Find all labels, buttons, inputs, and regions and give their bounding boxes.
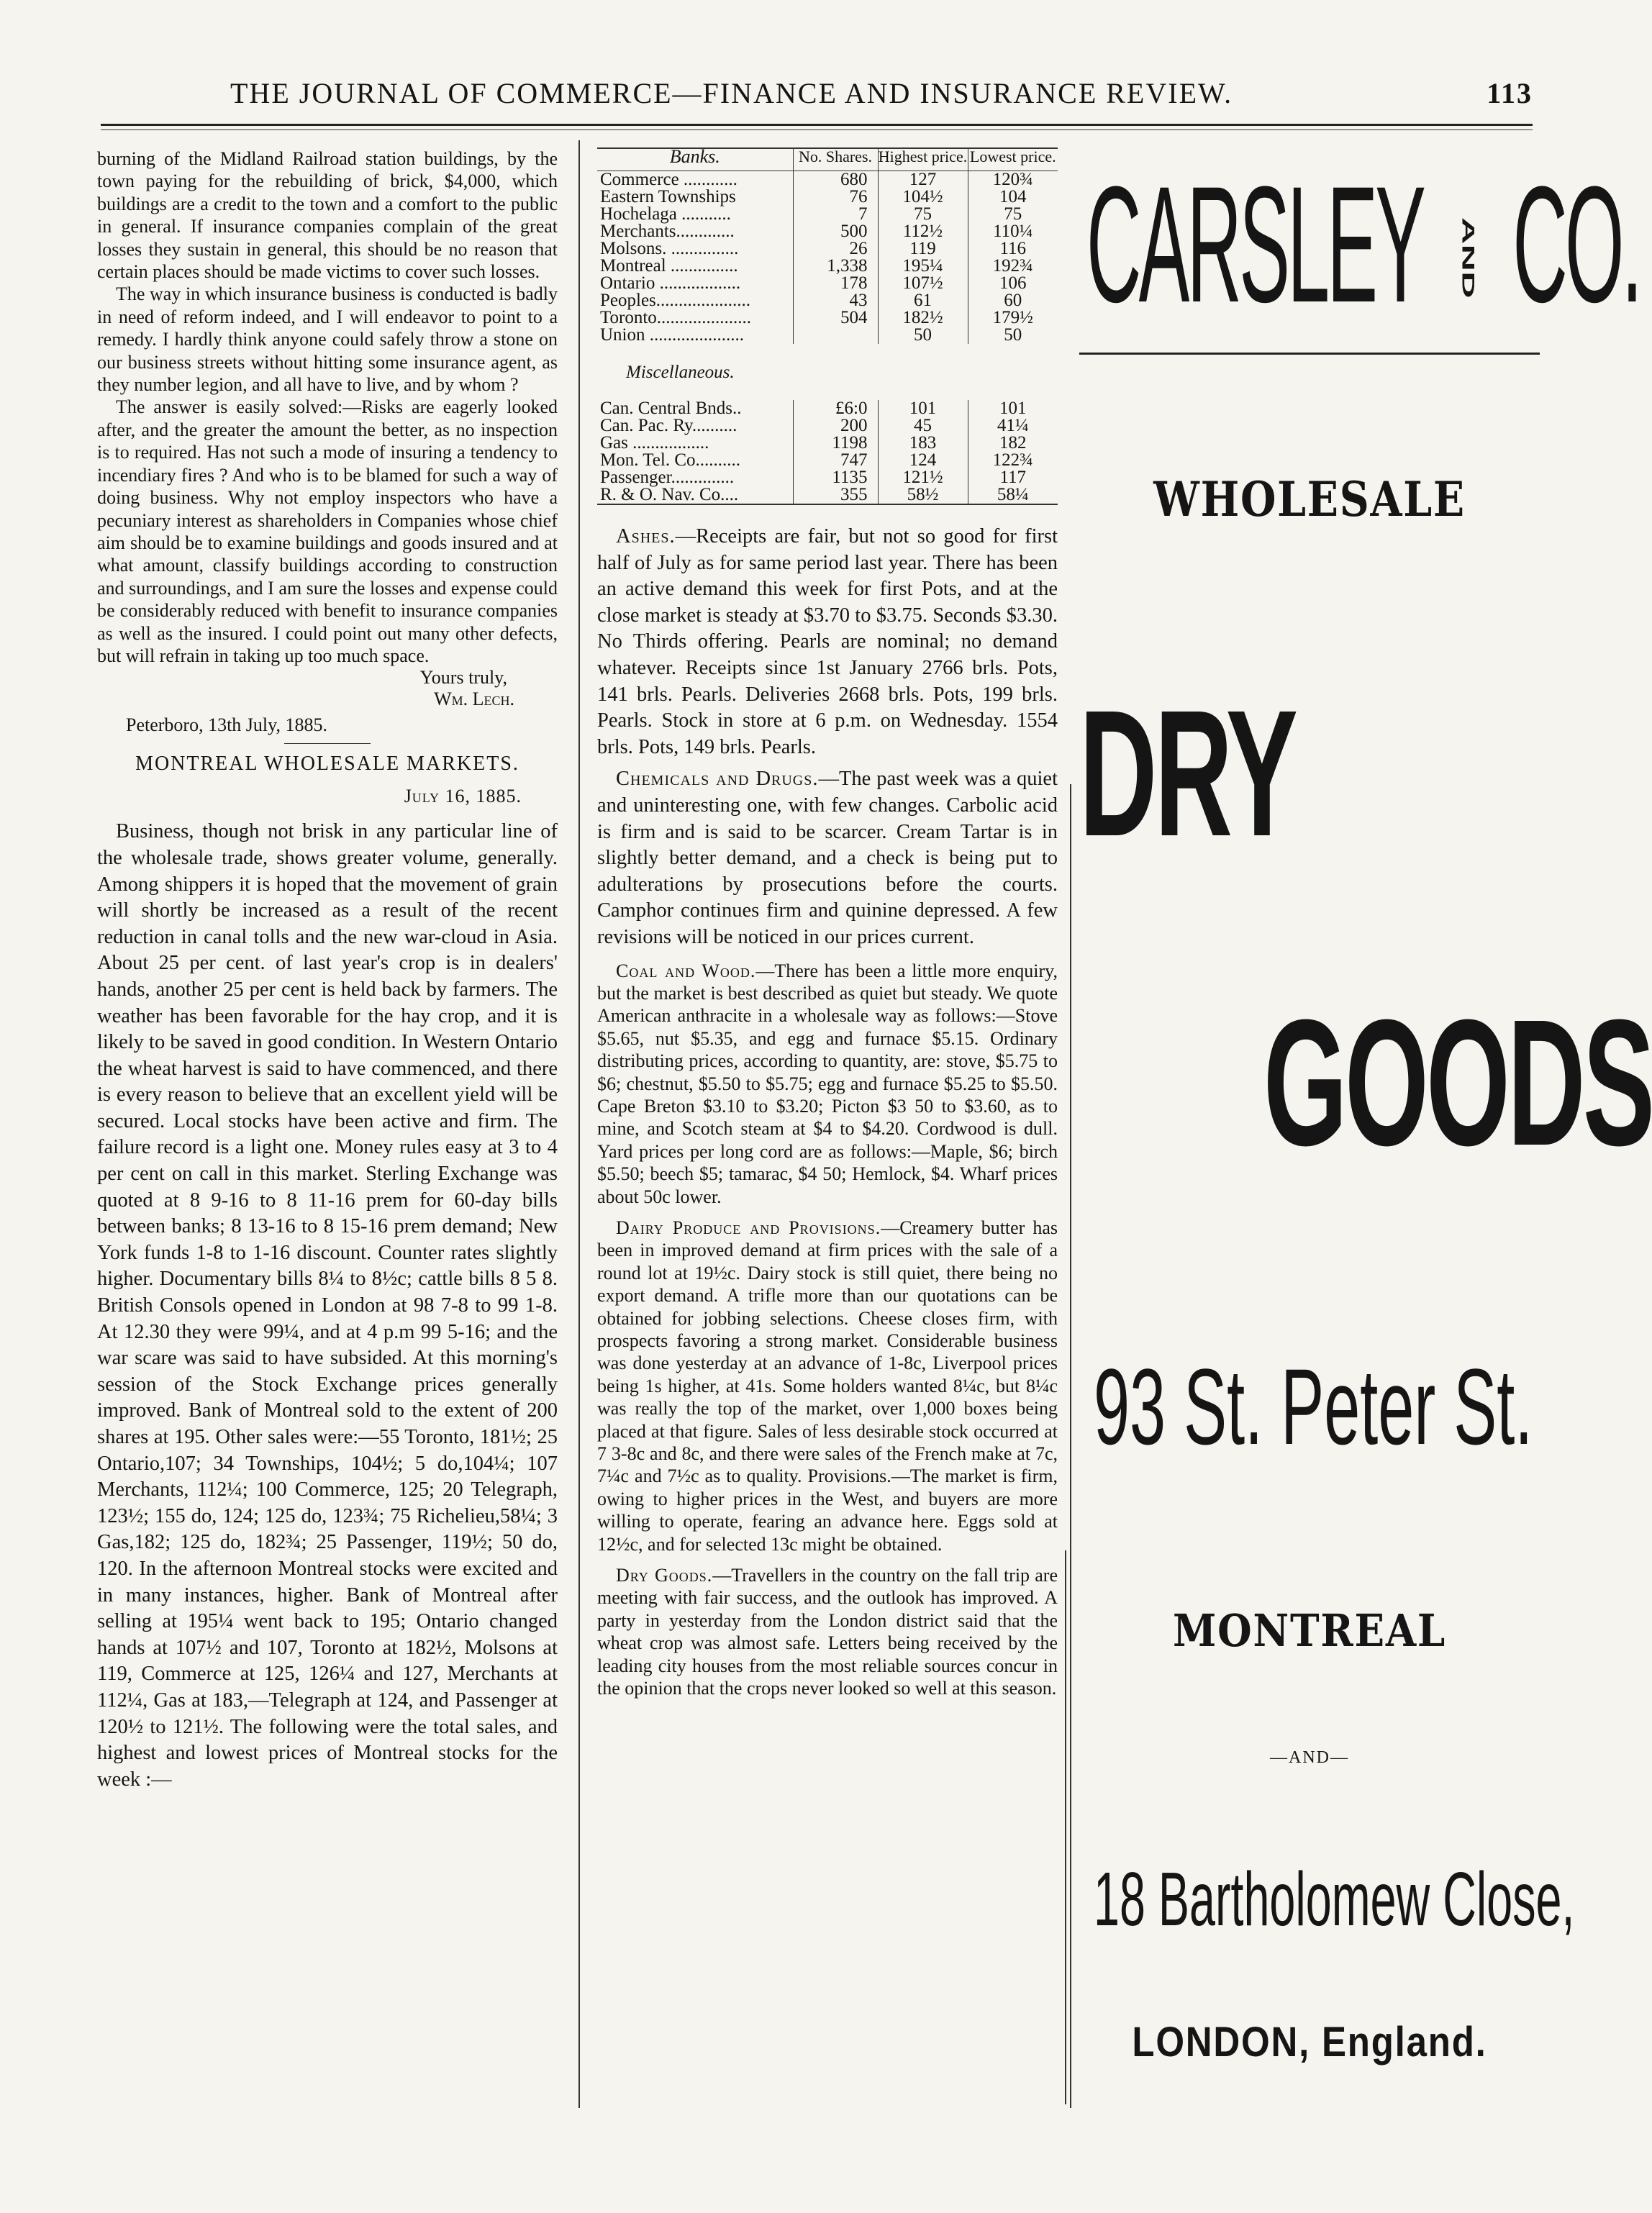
stock-high: 182½	[878, 309, 968, 327]
stock-low: 110¼	[993, 222, 1033, 241]
stock-name: R. & O. Nav. Co....	[597, 486, 793, 504]
stock-row	[597, 188, 1058, 206]
stock-shares: 7	[793, 206, 878, 223]
header-rule	[101, 124, 1533, 126]
market-report-paragraph: Business, though not brisk in any particular line of the wholesale trade, shows greater volume, generally. Among shippers it is hoped that the movement of grain will shortly be increased as a result of the recent reduction in canal tolls and the new war-cloud in Asia. About 25 per cent. of last year's crop is in dealers' hands, another 25 per cent is held back by farmers. The weather has been favorable for the hay crop, and it is likely to be saved in good condition. In Western Ontario the wheat harvest is said to have commenced, and there is every reason to believe that an excellent yield will be secured. Local stocks have been active and firm. The failure record is a light one. Money rules easy at 3 to 4 per cent on call in this market. Sterling Exchange was quoted at 8 9-16 to 8 11-16 prem for 60-day bills between banks; 8 13-16 to 8 15-16 prem demand; New York funds 1-8 to 1-16 discount. Counter rates slightly higher. Documentary bills 8¼ to 8½c; cattle bills 8 5 8. British Consols opened in London at 98 7-8 to 99 1-8. At 12.30 they were 99¼, and at 4 p.m 99 5-16; and the war scare was said to have subsided. At this morning's session of the Stock Exchange prices generally improved. Bank of Montreal sold to the extent of 200 shares at 195. Other sales were:—55 Toronto, 181½; 25 Ontario,107; 34 Townships, 104½; 5 do,104¼; 107 Merchants, 112¼; 100 Commerce, 125; 20 Telegraph, 123½; 155 do, 124; 125 do, 123¾; 75 Richelieu,58¼; 3 Gas,182; 125 do, 182¾; 25 Passenger, 119½; 50 do, 120. In the afternoon Montreal stocks were excited and in many instances, higher. Bank of Montreal after selling at 195¼ went back to 195; Ontario changed hands at 107½ and 107, Toronto at 182½, Molsons at 119, Commerce at 125, 126¼ and 127, Merchants at 112¼, Gas at 183,—Telegraph at 124, and Passenger at 120½ to 121½. The following were the total sales, and highest and lowest prices of Montreal stocks for the week :—	[97, 820, 558, 1791]
header-shares: No. Shares.	[793, 148, 878, 171]
stock-shares: £6:0	[793, 400, 878, 417]
stock-high: 58½	[878, 486, 968, 504]
stock-low: 182	[999, 433, 1027, 453]
stock-shares: 747	[793, 452, 878, 469]
section-divider	[284, 743, 371, 744]
page-number: 113	[1487, 77, 1533, 109]
stock-low: 41¼	[997, 416, 1029, 435]
stock-shares: 680	[793, 171, 878, 189]
column-2	[597, 147, 1058, 1700]
stock-name: Eastern Townships	[597, 188, 793, 206]
stock-name: Gas .................	[597, 435, 793, 452]
stock-row	[597, 258, 1058, 275]
stock-shares: 504	[793, 309, 878, 327]
misc-label: Miscellaneous.	[626, 363, 735, 382]
stock-low: 116	[999, 239, 1027, 258]
ad-rule	[1079, 353, 1540, 355]
stock-row	[597, 206, 1058, 223]
ad-left-rule	[1065, 1550, 1066, 2104]
stock-high: 127	[878, 171, 968, 189]
section-dateline: July 16, 1885.	[404, 786, 522, 807]
stock-row	[597, 435, 1058, 452]
stock-high: 75	[878, 206, 968, 223]
stock-row	[597, 417, 1058, 435]
stock-low: 117	[999, 468, 1027, 487]
stock-shares: 43	[793, 292, 878, 309]
column-rule-2	[1070, 784, 1071, 2108]
stock-high: 121½	[878, 469, 968, 486]
dairy-paragraph	[597, 1217, 1058, 1555]
stock-low: 179½	[992, 308, 1033, 327]
letter-paragraph: The way in which insurance business is conducted is badly in need of reform indeed, and I will endeavor to point to a remedy. I hardly think anyone could safely throw a stone on our business streets without hitting some insurance agent, as they number legion, and all have to live, and by whom ?	[97, 283, 558, 396]
coal-lead: Coal and Wood.	[616, 960, 756, 981]
stock-name: Commerce ............	[597, 171, 793, 189]
stock-low: 192¾	[992, 256, 1033, 276]
header-banks: Banks.	[597, 148, 793, 171]
chemicals-paragraph	[597, 766, 1058, 950]
stock-name: Mon. Tel. Co..........	[597, 452, 793, 469]
column-1	[97, 147, 558, 1793]
stock-low: 50	[1004, 325, 1022, 345]
letter-paragraph: burning of the Midland Railroad station buildings, by the town paying for the rebuilding of brick, $4,000, which buildings are a credit to the town and a comfort to the public in general. If insurance companies complain of the great losses they sustain in general, this should be no reason that certain places should be made victims to cover such losses.	[97, 148, 558, 283]
ad-dry: DRY	[1079, 673, 1296, 873]
dry-goods-lead: Dry Goods.	[616, 1565, 713, 1586]
journal-title: THE JOURNAL OF COMMERCE—FINANCE AND INSURANCE REVIEW.	[230, 77, 1233, 109]
ashes-paragraph	[597, 524, 1058, 760]
misc-label-row-group	[597, 344, 1058, 400]
ad-firm-and: AND	[1458, 217, 1478, 299]
ad-goods: GOODS	[1263, 982, 1652, 1183]
header-lowest: Lowest price.	[968, 148, 1058, 171]
stock-high: 124	[878, 452, 968, 469]
stock-name: Toronto.....................	[597, 309, 793, 327]
carsley-advertisement	[1079, 147, 1652, 2104]
ad-address-london: 18 Bartholomew Close,	[1094, 1857, 1575, 1942]
stock-shares: 200	[793, 417, 878, 435]
stock-low: 101	[999, 399, 1027, 418]
stock-shares: 1198	[793, 435, 878, 452]
stock-row	[597, 452, 1058, 469]
stock-row	[597, 292, 1058, 309]
stock-row	[597, 240, 1058, 258]
signoff-closing: Yours truly,	[419, 667, 507, 689]
dairy-lead: Dairy Produce and Provisions.	[616, 1217, 881, 1238]
stock-shares: 500	[793, 223, 878, 240]
ad-city-montreal: MONTREAL	[1172, 1604, 1447, 1657]
stock-high: 50	[878, 327, 968, 344]
stock-low: 120¾	[992, 170, 1033, 189]
misc-rows	[597, 400, 1058, 504]
stock-shares	[793, 327, 878, 344]
running-head	[101, 72, 1533, 115]
coal-text: —There has been a little more enquiry, but the market is best described as quiet but steady. We quote American anthracite in a wholesale way as follows:—Stove $5.65, nut $5.35, and egg and furnace $5.15. Ordinary distributing prices, according to quantity, are: stove, $5.75 to $6; chestnut, $5.50 to $5.75; egg and furnace $5.25 to $5.50. Cape Breton $3.10 to $3.20; Picton $3 50 to $3.60, as to mine, and Scotch steam at $4 to $4.20. Cordwood is dull. Yard prices per long cord are as follows:—Maple, $6; birch $5.50; beech $5; tamarac, $4 50; Hemlock, $4. Wharf prices about 50c lower.	[597, 960, 1058, 1207]
signoff-name: Wm. Lech.	[434, 689, 514, 710]
stock-table	[597, 147, 1058, 505]
letter-paragraph: The answer is easily solved:—Risks are eagerly looked after, and the greater the amount the better, as no inspection is to required. Has not such a mode of insuring a tendency to incendiary fires ? And who is to be blamed for such a way of doing business. Why not employ inspectors who have a pecuniary interest as shareholders in Companies whose chief aim should be to examine buildings and goods insured and at what amount, classify buildings according to construction and surroundings, and I am sure the losses and expense could be considerably reduced with benefit to insurance companies as well as the insured. I could point out many other defects, but will refrain in taking up too much space.	[97, 396, 558, 666]
misc-label-row	[597, 344, 1058, 400]
ashes-lead: Ashes.	[616, 525, 676, 547]
stock-low: 60	[1004, 291, 1022, 310]
stock-name: Merchants.............	[597, 223, 793, 240]
bank-rows	[597, 171, 1058, 345]
stock-high: 112½	[878, 223, 968, 240]
ad-wholesale: WHOLESALE	[1153, 471, 1466, 527]
stock-shares: 76	[793, 188, 878, 206]
dry-goods-paragraph	[597, 1564, 1058, 1699]
stock-shares: 178	[793, 275, 878, 292]
ad-city-london: LONDON, England.	[1132, 2019, 1487, 2066]
ashes-text: —Receipts are fair, but not so good for first half of July as for same period last year. There has been an active demand this week for first Pots, and at the close market is steady at $3.70 to $3.75. Seconds $3.30. No Thirds offering. Pearls are nominal; no demand whatever. Receipts since 1st January 2766 brls. Pots, 141 brls. Pearls. Deliveries 2668 brls. Pots, 199 brls. Pearls. Stock in store at 6 p.m. on Wednesday. 1554 brls. Pots, 149 brls. Pearls.	[597, 525, 1058, 758]
stock-name: Molsons. ...............	[597, 240, 793, 258]
stock-row	[597, 171, 1058, 189]
stock-shares: 355	[793, 486, 878, 504]
stock-high: 119	[878, 240, 968, 258]
stock-name: Hochelaga ...........	[597, 206, 793, 223]
stock-shares: 1,338	[793, 258, 878, 275]
stock-row	[597, 309, 1058, 327]
stock-table-header	[597, 148, 1058, 171]
stock-row	[597, 486, 1058, 504]
column-rule-1	[578, 140, 580, 2108]
stock-low: 106	[999, 273, 1027, 293]
ad-firm-a: CARSLEY	[1086, 152, 1424, 337]
stock-low: 75	[1004, 204, 1022, 224]
stock-high: 107½	[878, 275, 968, 292]
stock-row	[597, 469, 1058, 486]
stock-high: 101	[878, 400, 968, 417]
stock-row	[597, 223, 1058, 240]
stock-shares: 26	[793, 240, 878, 258]
ad-and-separator: —AND—	[1270, 1748, 1349, 1767]
stock-low: 58¼	[968, 486, 1058, 504]
ad-address-montreal: 93 St. Peter St.	[1094, 1346, 1533, 1467]
letter-signoff	[97, 667, 558, 736]
stock-shares: 1135	[793, 469, 878, 486]
stock-name: Peoples.....................	[597, 292, 793, 309]
signoff-place-date: Peterboro, 13th July, 1885.	[126, 714, 327, 736]
stock-high: 61	[878, 292, 968, 309]
ad-firm-b: CO.	[1512, 152, 1640, 337]
stock-row	[597, 400, 1058, 417]
stock-row	[597, 327, 1058, 344]
stock-low: 104	[999, 187, 1027, 206]
stock-name: Montreal ...............	[597, 258, 793, 275]
stock-high: 195¼	[878, 258, 968, 275]
stock-low: 122¾	[992, 450, 1033, 470]
stock-high: 104½	[878, 188, 968, 206]
stock-high: 45	[878, 417, 968, 435]
ad-firm-name	[1086, 147, 1640, 342]
stock-name: Passenger..............	[597, 469, 793, 486]
stock-high: 183	[878, 435, 968, 452]
stock-name: Union .....................	[597, 327, 793, 344]
chemicals-text: —The past week was a quiet and uninteresting one, with few changes. Carbolic acid is firm and is said to be scarcer. Cream Tartar is in slightly better demand, and a check is being put to adulterations by prosecutions before the courts. Camphor continues firm and quinine depressed. A few revisions will be noticed in our prices current.	[597, 768, 1058, 948]
dry-goods-text: —Travellers in the country on the fall trip are meeting with fair success, and the outlook has improved. A party in yesterday from the London district said that the wheat crop was almost safe. Letters being received by the leading city houses from the most reliable sources concur in the opinion that the crops never looked so well at this season.	[597, 1565, 1058, 1699]
stock-name: Can. Pac. Ry..........	[597, 417, 793, 435]
stock-row	[597, 275, 1058, 292]
header-highest: Highest price.	[878, 148, 968, 171]
stock-name: Can. Central Bnds..	[597, 400, 793, 417]
header-rule-thin	[101, 129, 1533, 130]
section-title: MONTREAL WHOLESALE MARKETS.	[135, 753, 519, 776]
coal-paragraph	[597, 960, 1058, 1208]
stock-name: Ontario ..................	[597, 275, 793, 292]
dairy-text: —Creamery butter has been in improved demand at firm prices with the sale of a round lot at 19½c. Dairy stock is still quiet, there being no export demand. A trifle more than our quotations can be obtained for jobbing selections. Cheese closes firm, with prospects favoring a strong market. Considerable business was done yesterday at an advance of 1-8c, Liverpool prices being 1s higher, at 41s. Some holders wanted 8¼c, but 8¼c was really the top of the market, over 1,000 boxes being placed at that figure. Sales of less desirable stock occurred at 7 3-8c and 8c, and there were sales of the French make at 7c, 7¼c and 7½c as to quality. Provisions.—The market is firm, owing to higher prices in the West, and buyers are more willing to operate, fearing an advance here. Eggs sold at 12½c, and for selected 13c might be obtained.	[597, 1217, 1058, 1555]
chemicals-lead: Chemicals and Drugs.	[616, 768, 819, 791]
